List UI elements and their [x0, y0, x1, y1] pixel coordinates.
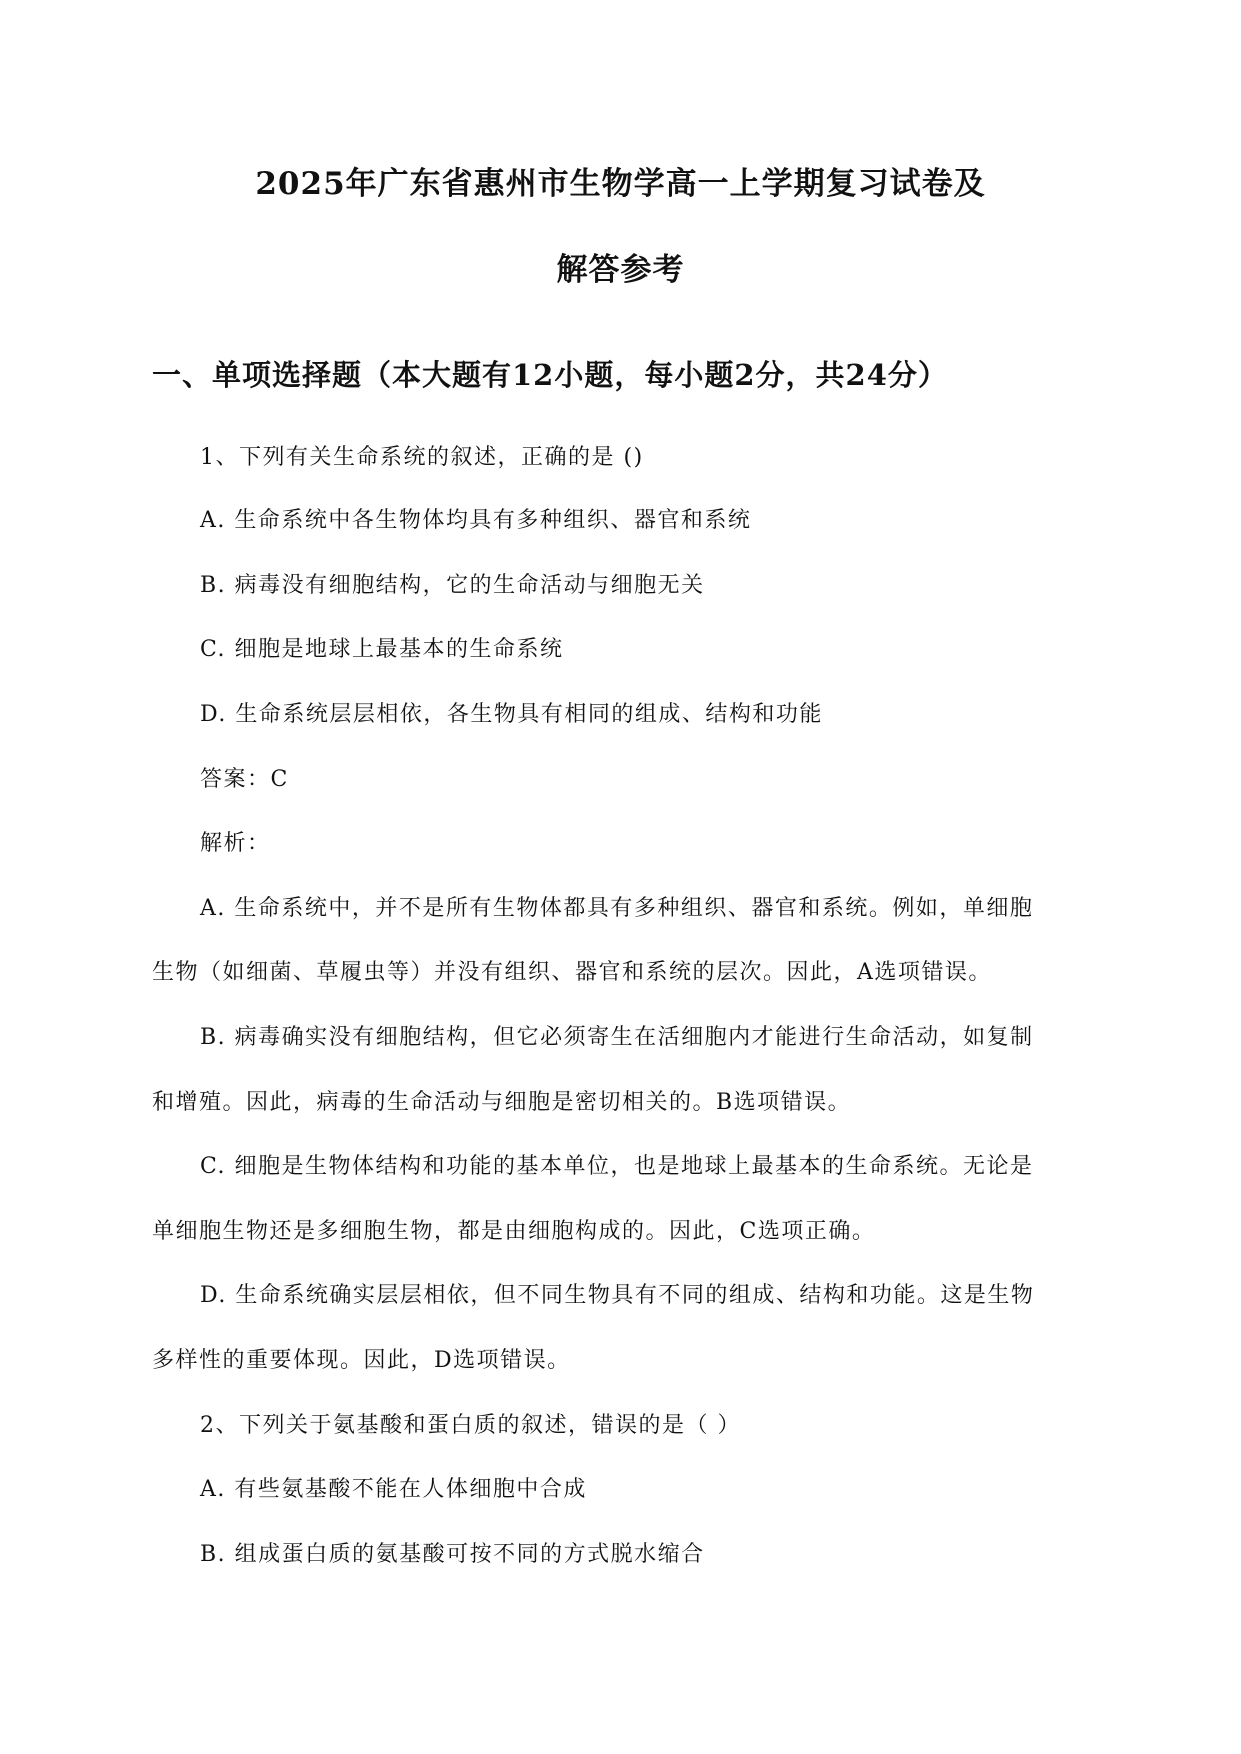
document-title-line1: 2025年广东省惠州市生物学高一上学期复习试卷及	[255, 166, 986, 202]
question-1-option-a: A. 生命系统中各生物体均具有多种组织、器官和系统	[200, 508, 752, 533]
question-1-analysis-d-line1: D. 生命系统确实层层相依，但不同生物具有不同的组成、结构和功能。这是生物	[200, 1283, 1035, 1308]
question-2-option-b: B. 组成蛋白质的氨基酸可按不同的方式脱水缩合	[200, 1542, 705, 1567]
question-1-analysis-b-line1: B. 病毒确实没有细胞结构，但它必须寄生在活细胞内才能进行生命活动，如复制	[200, 1025, 1034, 1050]
question-1-analysis-d-line2: 多样性的重要体现。因此，D选项错误。	[152, 1348, 571, 1373]
question-1-stem: 1、下列有关生命系统的叙述，正确的是 ()	[200, 445, 644, 470]
question-1-analysis-a-line1: A. 生命系统中，并不是所有生物体都具有多种组织、器官和系统。例如，单细胞	[200, 896, 1034, 921]
document-title-line2: 解答参考	[556, 252, 685, 288]
section-heading: 一、单项选择题（本大题有12小题，每小题2分，共24分）	[152, 358, 948, 392]
question-1-analysis-b-line2: 和增殖。因此，病毒的生命活动与细胞是密切相关的。B选项错误。	[152, 1090, 852, 1115]
question-1-option-b: B. 病毒没有细胞结构，它的生命活动与细胞无关	[200, 573, 705, 598]
question-1-analysis-label: 解析：	[200, 831, 271, 856]
question-2-stem: 2、下列关于氨基酸和蛋白质的叙述，错误的是（ ）	[200, 1413, 741, 1438]
question-1-option-d: D. 生命系统层层相依，各生物具有相同的组成、结构和功能	[200, 702, 823, 727]
question-1-answer: 答案：C	[200, 767, 289, 792]
question-1-analysis-c-line2: 单细胞生物还是多细胞生物，都是由细胞构成的。因此，C选项正确。	[152, 1219, 876, 1244]
question-1-analysis-c-line1: C. 细胞是生物体结构和功能的基本单位，也是地球上最基本的生命系统。无论是	[200, 1154, 1034, 1179]
question-1-analysis-a-line2: 生物（如细菌、草履虫等）并没有组织、器官和系统的层次。因此，A选项错误。	[152, 960, 992, 985]
question-1-option-c: C. 细胞是地球上最基本的生命系统	[200, 637, 564, 662]
question-2-option-a: A. 有些氨基酸不能在人体细胞中合成	[200, 1477, 587, 1502]
